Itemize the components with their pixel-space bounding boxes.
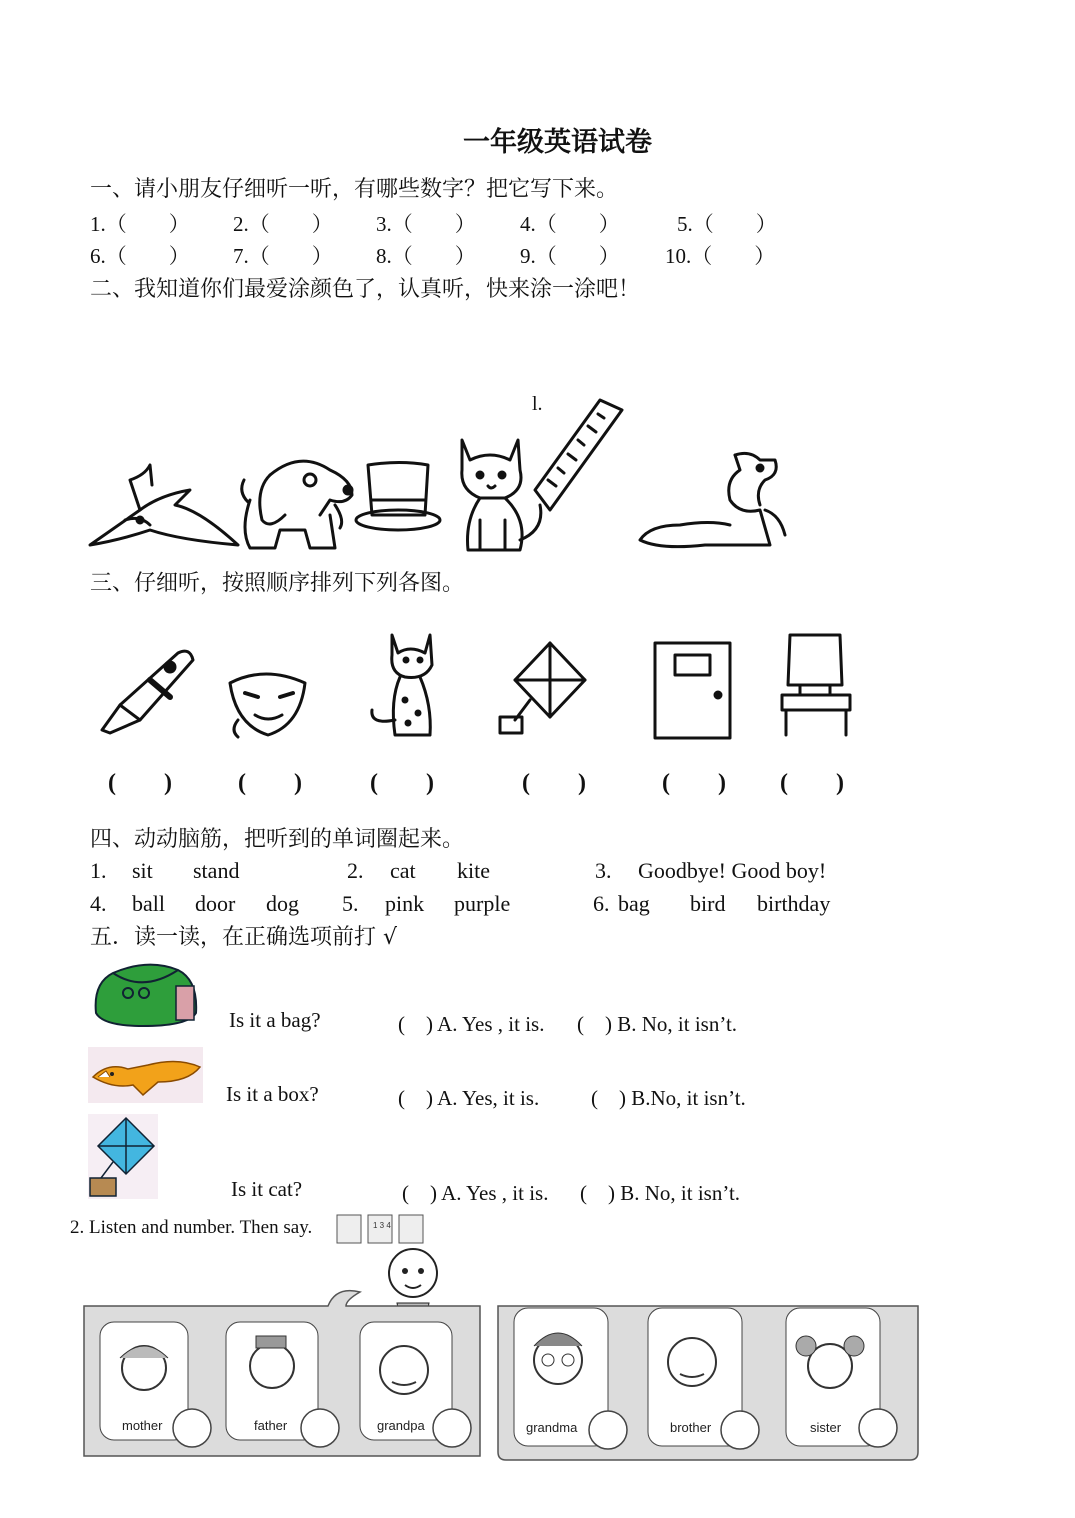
- number-blank-1[interactable]: 1.（ ）: [90, 212, 190, 236]
- section5-heading: 五．读一读，在正确选项前打 √: [90, 925, 398, 950]
- coloring-pictures: [0, 380, 1075, 560]
- word-door[interactable]: door: [195, 891, 236, 916]
- q3-question: Is it cat?: [231, 1177, 303, 1201]
- svg-text:l.: l.: [532, 393, 543, 415]
- kite-picture: [88, 1114, 158, 1199]
- q1-option-a[interactable]: ( ) A. Yes , it is.: [398, 1012, 545, 1036]
- bird-icon[interactable]: [90, 465, 238, 545]
- row1-num-2: 2.: [347, 858, 364, 883]
- crayon-icon[interactable]: [102, 651, 193, 733]
- label-mother: mother: [122, 1418, 163, 1433]
- chair-icon[interactable]: [782, 635, 850, 735]
- q1-question: Is it a bag?: [229, 1008, 321, 1032]
- row2-num-6: 6.: [593, 891, 610, 916]
- section2-heading: 二、我知道你们最爱涂颜色了，认真听，快来涂一涂吧！: [90, 277, 641, 302]
- word-bird[interactable]: bird: [690, 891, 726, 916]
- number-blank-7[interactable]: 7.（ ）: [233, 244, 333, 268]
- door-icon[interactable]: [655, 643, 730, 738]
- row2-num-4: 4.: [90, 891, 107, 916]
- word-purple[interactable]: purple: [454, 891, 511, 916]
- order-blank-6[interactable]: ( ): [780, 770, 844, 796]
- q2-option-b[interactable]: ( ) B.No, it isn’t.: [591, 1086, 746, 1110]
- row1-num-3: 3.: [595, 858, 612, 883]
- label-sister: sister: [810, 1420, 842, 1435]
- word-birthday[interactable]: birthday: [757, 891, 831, 916]
- number-blank-3[interactable]: 3.（ ）: [376, 212, 476, 236]
- squirrel-icon[interactable]: [640, 453, 785, 546]
- section3-heading: 三、仔细听，按照顺序排列下列各图。: [90, 571, 465, 596]
- page-title: 一年级英语试卷: [463, 127, 652, 158]
- section6-heading: 2. Listen and number. Then say.: [70, 1217, 313, 1238]
- word-cat[interactable]: cat: [390, 858, 416, 883]
- word-goodbye-good-boy[interactable]: Goodbye! Good boy!: [638, 858, 827, 883]
- word-dog[interactable]: dog: [266, 891, 299, 916]
- label-brother: brother: [670, 1420, 712, 1435]
- bag-icon: [88, 958, 203, 1030]
- dog-icon[interactable]: [242, 461, 352, 548]
- hat-icon[interactable]: [356, 463, 440, 531]
- label-grandma: grandma: [526, 1420, 578, 1435]
- number-blank-8[interactable]: 8.（ ）: [376, 244, 476, 268]
- number-circle-sister[interactable]: [859, 1409, 897, 1447]
- word-ball[interactable]: ball: [132, 891, 165, 916]
- word-sit[interactable]: sit: [132, 858, 153, 883]
- kite-icon[interactable]: [500, 643, 585, 733]
- order-blank-4[interactable]: ( ): [522, 770, 586, 796]
- row1-num-1: 1.: [90, 858, 107, 883]
- number-blank-4[interactable]: 4.（ ）: [520, 212, 620, 236]
- row2-num-5: 5.: [342, 891, 359, 916]
- number-blank-10[interactable]: 10.（ ）: [665, 244, 776, 268]
- number-circle-brother[interactable]: [721, 1411, 759, 1449]
- card-sister: [786, 1308, 897, 1447]
- q2-option-a[interactable]: ( ) A. Yes, it is.: [398, 1086, 540, 1110]
- section4-heading: 四、动动脑筋，把听到的单词圈起来。: [90, 827, 465, 852]
- q3-option-a[interactable]: ( ) A. Yes , it is.: [402, 1181, 549, 1205]
- word-kite[interactable]: kite: [457, 858, 490, 883]
- fox-icon: [88, 1047, 203, 1103]
- order-blank-1[interactable]: ( ): [108, 770, 172, 796]
- label-grandpa: grandpa: [377, 1418, 425, 1433]
- number-blank-9[interactable]: 9.（ ）: [520, 244, 620, 268]
- q2-question: Is it a box?: [226, 1082, 319, 1106]
- order-blank-5[interactable]: ( ): [662, 770, 726, 796]
- q1-option-b[interactable]: ( ) B. No, it isn’t.: [577, 1012, 738, 1036]
- label-father: father: [254, 1418, 288, 1433]
- number-circle-mother[interactable]: [173, 1409, 211, 1447]
- card-brother: [648, 1308, 759, 1449]
- ordering-pictures: [0, 625, 1075, 745]
- family-panel-left: [78, 1298, 488, 1458]
- q3-option-b[interactable]: ( ) B. No, it isn’t.: [580, 1181, 741, 1205]
- family-panel-right: [494, 1302, 924, 1464]
- number-blank-6[interactable]: 6.（ ）: [90, 244, 190, 268]
- number-blank-5[interactable]: 5.（ ）: [677, 212, 777, 236]
- svg-text:1 3 4: 1 3 4: [373, 1221, 391, 1230]
- number-blank-2[interactable]: 2.（ ）: [233, 212, 333, 236]
- word-stand[interactable]: stand: [193, 858, 240, 883]
- order-blank-3[interactable]: ( ): [370, 770, 434, 796]
- mask-icon[interactable]: [230, 674, 305, 737]
- word-bag[interactable]: bag: [618, 891, 650, 916]
- order-blank-2[interactable]: ( ): [238, 770, 302, 796]
- spotted-cat-icon[interactable]: [372, 635, 432, 735]
- number-circle-grandpa[interactable]: [433, 1409, 471, 1447]
- section1-heading: 一、请小朋友仔细听一听，有哪些数字？把它写下来。: [90, 177, 619, 202]
- listen-say-icons: [336, 1214, 426, 1244]
- word-pink[interactable]: pink: [385, 891, 425, 916]
- ruler-icon[interactable]: [535, 400, 622, 510]
- cat-icon[interactable]: [462, 440, 541, 550]
- number-circle-grandma[interactable]: [589, 1411, 627, 1449]
- number-circle-father[interactable]: [301, 1409, 339, 1447]
